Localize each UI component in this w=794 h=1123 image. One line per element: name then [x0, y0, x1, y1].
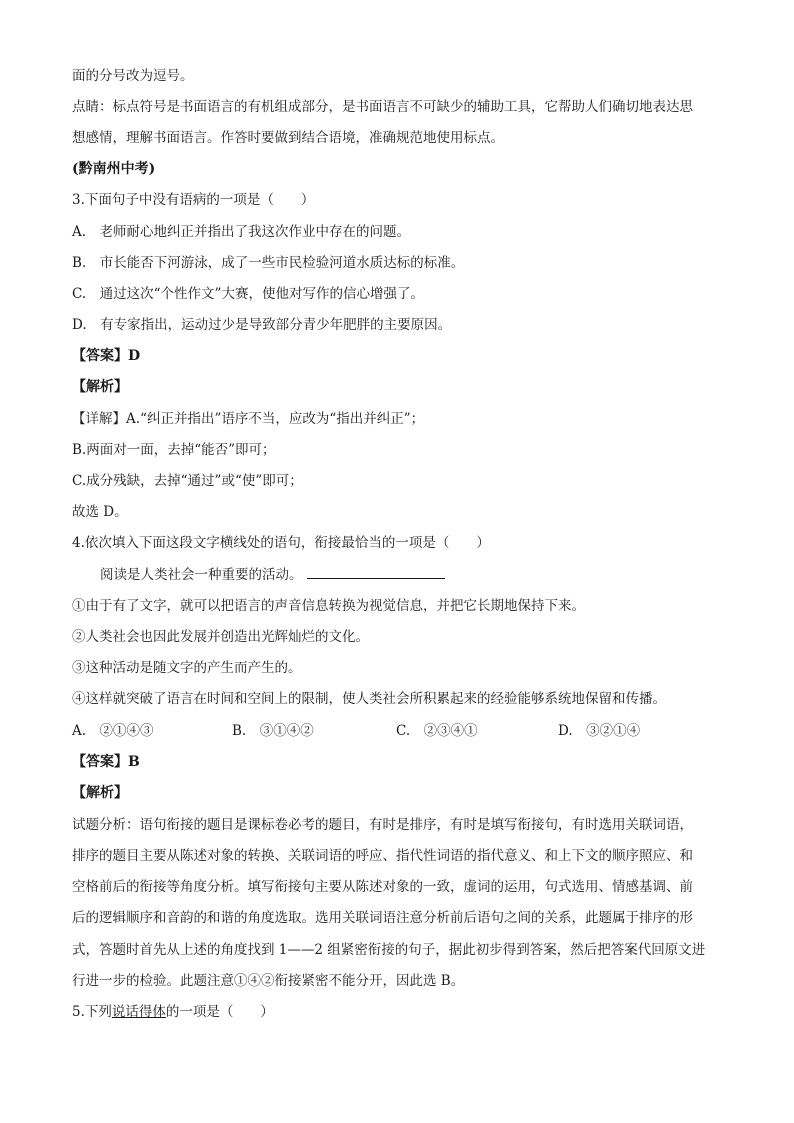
q5-underlined-term: 说话得体 [111, 1004, 166, 1020]
q3-detail-3: C.成分残缺，去掉“通过”或“使”即可； [72, 473, 303, 489]
note-paragraph-cont: 想感情，理解书面语言。作答时要做到结合语境，准确规范地使用标点。 [72, 130, 504, 146]
q4-analysis-label: 【解析】 [72, 785, 128, 801]
q3-analysis-label: 【解析】 [72, 379, 128, 395]
q4-explanation-2: 排序的题目主要从陈述对象的转换、关联词语的呼应、指代性词语的指代意义、和上下文的顺序照应、和 [72, 848, 693, 864]
q5-prefix: 5.下列 [72, 1004, 112, 1020]
q5-stem [72, 1002, 722, 1022]
q4-explanation-5: 式，答题时首先从上述的角度找到 1——2 组紧密衔接的句子，据此初步得到答案，然后把答案代回原文进 [72, 942, 706, 958]
q4-stem: 4.依次填入下面这段文字横线处的语句，衔接最恰当的一项是（ ） [72, 535, 490, 551]
q3-detail-2: B.两面对一面，去掉“能否”即可； [72, 442, 276, 458]
q4-explanation-6: 行进一步的检验。此题注意①④②衔接紧密不能分开，因此选 B。 [72, 973, 465, 989]
q4-sentence-4: ④这样就突破了语言在时间和空间上的限制，使人类社会所积累起来的经验能够系统地保留和传播。 [72, 691, 666, 707]
q5-suffix: 的一项是（ ） [165, 1004, 274, 1020]
q4-option-c: C. ②③④① [396, 723, 478, 739]
q3-option-c: C. 通过这次“个性作文”大赛，使他对写作的信心增强了。 [72, 286, 424, 302]
q3-option-d: D. 有专家指出，运动过少是导致部分青少年肥胖的主要原因。 [72, 317, 452, 333]
q4-explanation-4: 后的逻辑顺序和音韵的和谐的角度选取。选用关联词语注意分析前后语句之间的关系，此题属于排序的形 [72, 910, 693, 926]
source-heading: (黔南州中考) [72, 161, 156, 177]
q4-sentence-3: ③这种活动是随文字的产生而产生的。 [72, 660, 302, 676]
q4-option-d: D. ③②①④ [558, 723, 641, 739]
paragraph: 面的分号改为逗号。 [72, 68, 194, 84]
q4-explanation-3: 空格前后的衔接等角度分析。填写衔接句主要从陈述对象的一致，虚词的运用，句式选用、情感基调、前 [72, 879, 693, 895]
q4-passage [100, 564, 722, 585]
q3-stem: 3.下面句子中没有语病的一项是（ ） [72, 192, 315, 208]
q3-option-a: A. 老师耐心地纠正并指出了我这次作业中存在的问题。 [72, 224, 411, 240]
q3-detail-1: 【详解】A.“纠正并指出”语序不当，应改为“指出并纠正”； [72, 411, 425, 427]
q4-option-b: B. ③①④② [232, 723, 314, 739]
q4-sentence-1: ①由于有了文字，就可以把语言的声音信息转换为视觉信息，并把它长期地保持下来。 [72, 598, 585, 614]
q4-explanation-1: 试题分析：语句衔接的题目是课标卷必考的题目，有时是排序，有时是填写衔接句，有时选用关联词语， [72, 817, 693, 833]
q3-answer: 【答案】D [72, 348, 141, 364]
q4-answer: 【答案】B [72, 754, 140, 770]
note-paragraph: 点睛：标点符号是书面语言的有机组成部分，是书面语言不可缺少的辅助工具，它帮助人们确切地表达思 [72, 99, 693, 115]
q3-detail-4: 故选 D。 [72, 504, 128, 520]
q3-option-b: B. 市长能否下河游泳，成了一些市民检验河道水质达标的标准。 [72, 255, 465, 271]
q4-option-a: A. ②①④③ [72, 723, 154, 739]
q4-passage-text: 阅读是人类社会一种重要的活动。 [100, 567, 303, 583]
q4-sentence-2: ②人类社会也因此发展并创造出光辉灿烂的文化。 [72, 629, 369, 645]
fill-blank-line [307, 564, 445, 579]
